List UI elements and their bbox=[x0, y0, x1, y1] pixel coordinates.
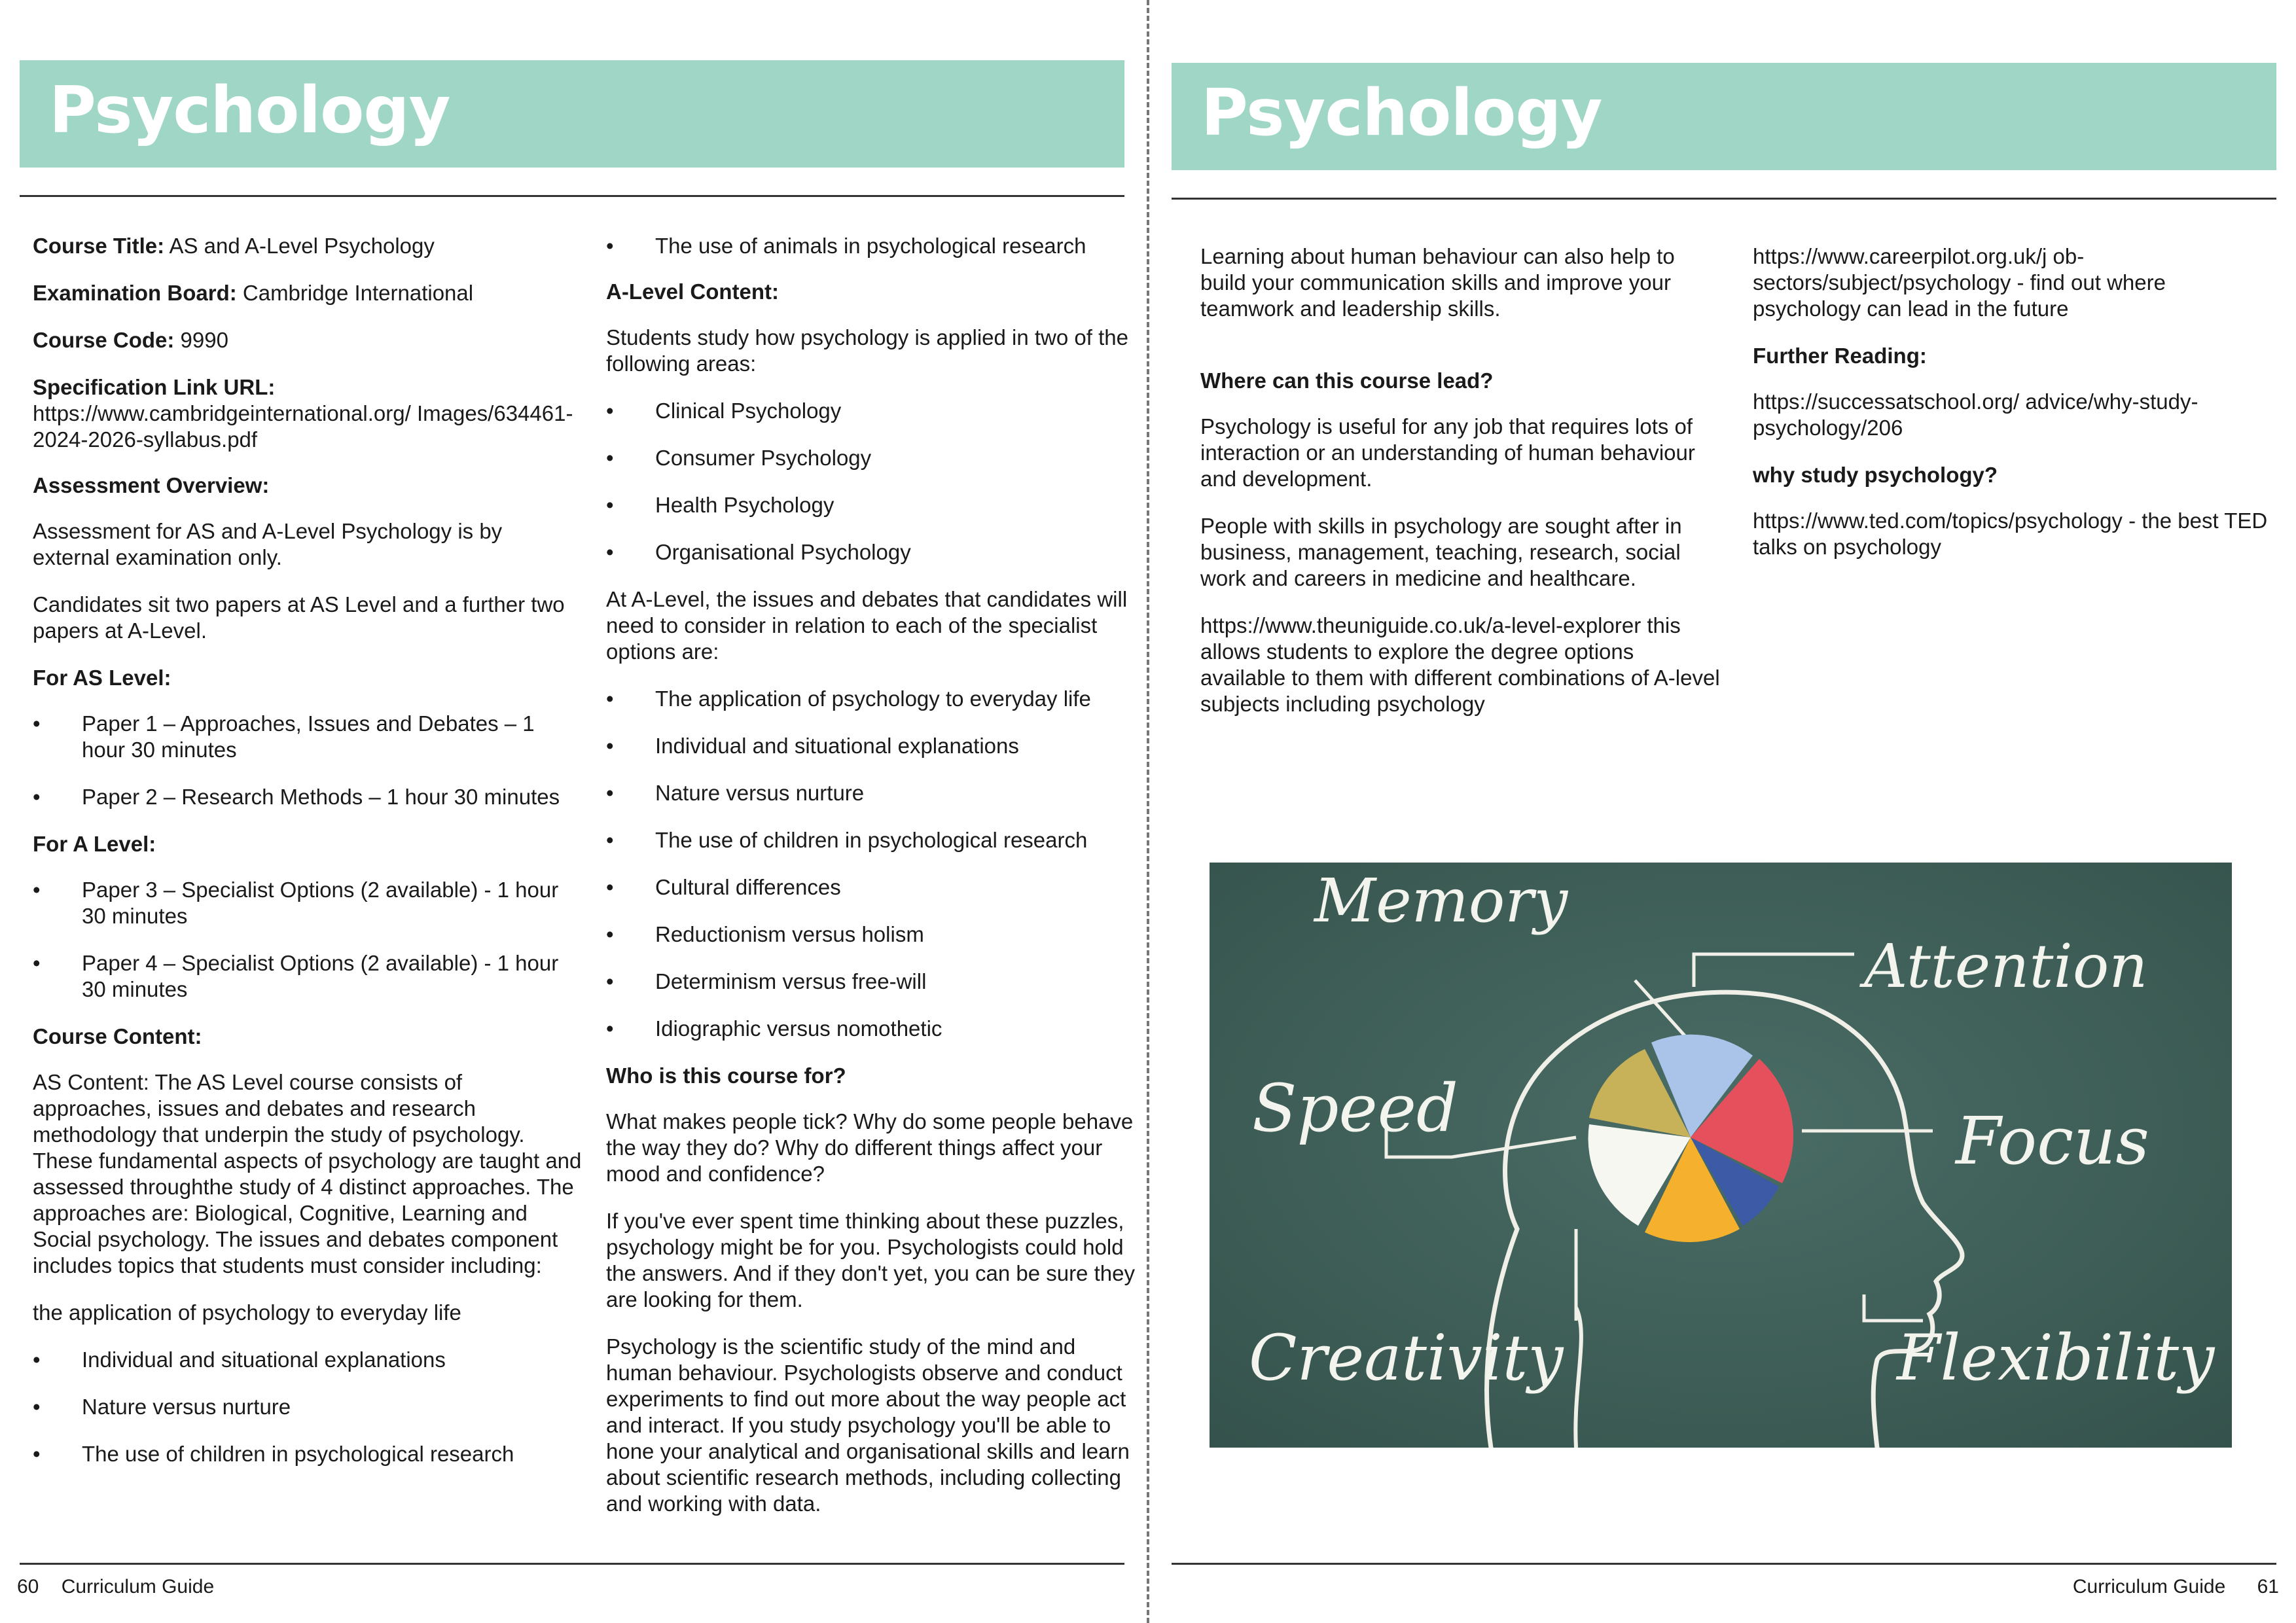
further-reading-link[interactable]: https://successatschool.org/ advice/why-study-psychology/206 bbox=[1753, 389, 2198, 440]
right-title-banner bbox=[1172, 63, 2276, 170]
lead-paragraph-1: Psychology is useful for any job that requires lots of interaction or an understanding of human behaviour and development. bbox=[1200, 414, 1695, 491]
list-item: • Nature versus nurture bbox=[33, 1394, 583, 1420]
left-footer-rule bbox=[20, 1563, 1124, 1565]
list-item: • Cultural differences bbox=[606, 874, 1143, 901]
left-page-title: Psychology bbox=[49, 73, 450, 148]
list-item: • The application of psychology to everyday life bbox=[606, 686, 1143, 712]
a-level-areas-list bbox=[606, 398, 1143, 565]
course-code: Course Code: 9990 bbox=[33, 328, 228, 352]
a-level-heading: For A Level: bbox=[33, 832, 156, 856]
a-level-list bbox=[33, 877, 583, 1003]
lead-paragraph-2: People with skills in psychology are sought after in business, management, teaching, research, social work and careers in medicine and healthcare. bbox=[1200, 514, 1682, 590]
list-item: • Idiographic versus nomothetic bbox=[606, 1016, 1143, 1042]
chalk-word-flexibility: Flexibility bbox=[1897, 1321, 2215, 1395]
col2-first-list bbox=[606, 233, 1143, 259]
right-page-title: Psychology bbox=[1201, 76, 1602, 151]
assessment-paragraph-1: Assessment for AS and A-Level Psychology is by external examination only. bbox=[33, 519, 503, 569]
left-footer bbox=[17, 1576, 214, 1598]
ted-link[interactable]: https://www.ted.com/topics/psychology - the best TED talks on psychology bbox=[1753, 508, 2268, 559]
careerpilot-link[interactable]: https://www.careerpilot.org.uk/j ob-sectors/subject/psychology - find out where psychology can lead in the future bbox=[1753, 244, 2166, 321]
as-content-paragraph: AS Content: The AS Level course consists of approaches, issues and debates and research methodology that underpin the study of psychology. These fundamental aspects of psychology are taught and assessed throughthe study of 4 distinct approaches. The approaches are: Biological, Cognitive, Learning and Social psychology. The issues and debates component includes topics that students must consider including: bbox=[33, 1070, 582, 1277]
right-column-1 bbox=[1200, 243, 1724, 738]
as-content-first-topic: the application of psychology to everyday life bbox=[33, 1300, 461, 1325]
list-item: • Paper 2 – Research Methods – 1 hour 30 minutes bbox=[33, 784, 583, 810]
right-footer-rule bbox=[1172, 1563, 2276, 1565]
as-level-list bbox=[33, 711, 583, 810]
course-content-heading: Course Content: bbox=[33, 1024, 202, 1048]
chalk-word-memory: Memory bbox=[1314, 866, 1568, 936]
right-column-2 bbox=[1753, 243, 2276, 581]
who-paragraph-3: Psychology is the scientific study of the mind and human behaviour. Psychologists observe and conduct experiments to find out more about the way people act and interact. If you study psychology you'll be able to hone your analytical and organisational skills and learn about scientific research methods, including collecting and working with data. bbox=[606, 1334, 1130, 1516]
list-item: • Paper 3 – Specialist Options (2 available) - 1 hour 30 minutes bbox=[33, 877, 583, 929]
chalk-word-creativity: Creativity bbox=[1249, 1321, 1564, 1395]
page-spine bbox=[1147, 0, 1149, 1623]
list-item: • Determinism versus free-will bbox=[606, 969, 1143, 995]
right-footer bbox=[2073, 1576, 2279, 1598]
list-item: • Individual and situational explanations bbox=[606, 733, 1143, 759]
who-paragraph-1: What makes people tick? Why do some people behave the way they do? Why do different things affect your mood and confidence? bbox=[606, 1109, 1134, 1186]
a-level-content-heading: A-Level Content: bbox=[606, 279, 779, 304]
list-item: • The use of children in psychological research bbox=[606, 827, 1143, 853]
who-paragraph-2: If you've ever spent time thinking about these puzzles, psychology might be for you. Psychologists could hold the answers. And if they don't yet, you can be sure they are looking for them. bbox=[606, 1209, 1135, 1311]
why-study-heading: why study psychology? bbox=[1753, 463, 1998, 487]
exam-board: Examination Board: Cambridge International bbox=[33, 281, 474, 305]
list-item: • Consumer Psychology bbox=[606, 445, 1143, 471]
left-title-rule bbox=[20, 195, 1124, 197]
right-title-rule bbox=[1172, 198, 2276, 200]
assessment-paragraph-2: Candidates sit two papers at AS Level and a further two papers at A-Level. bbox=[33, 592, 565, 643]
list-item: • Nature versus nurture bbox=[606, 780, 1143, 806]
right-footer-label: Curriculum Guide bbox=[2072, 1576, 2226, 1597]
further-reading-heading: Further Reading: bbox=[1753, 344, 1927, 368]
as-content-topic-list bbox=[33, 1347, 583, 1467]
list-item: • Paper 4 – Specialist Options (2 available) - 1 hour 30 minutes bbox=[33, 950, 583, 1003]
left-title-banner bbox=[20, 60, 1124, 168]
left-footer-label: Curriculum Guide bbox=[61, 1576, 215, 1597]
as-level-heading: For AS Level: bbox=[33, 666, 171, 690]
list-item: • Clinical Psychology bbox=[606, 398, 1143, 424]
spec-link: Specification Link URL: https://www.cambridgeinternational.org/ Images/634461-2024-2026-syllabus.pdf bbox=[33, 375, 573, 452]
issues-intro: At A-Level, the issues and debates that candidates will need to consider in relation to each of the specialist options are: bbox=[606, 587, 1128, 664]
chalkboard-brain-illustration bbox=[1210, 863, 2232, 1448]
list-item: • Organisational Psychology bbox=[606, 539, 1143, 565]
list-item: • Individual and situational explanations bbox=[33, 1347, 583, 1373]
list-item: • The use of children in psychological research bbox=[33, 1441, 583, 1467]
intro-paragraph: Learning about human behaviour can also help to build your communication skills and improve your teamwork and leadership skills. bbox=[1200, 244, 1675, 321]
chalk-word-speed: Speed bbox=[1252, 1070, 1458, 1147]
a-level-content-intro: Students study how psychology is applied in two of the following areas: bbox=[606, 325, 1128, 376]
course-title: Course Title: AS and A-Level Psychology bbox=[33, 234, 435, 258]
right-page-number: 61 bbox=[2257, 1576, 2279, 1597]
chalk-word-attention: Attention bbox=[1864, 931, 2148, 1001]
list-item: • The use of animals in psychological research bbox=[606, 233, 1143, 259]
assessment-heading: Assessment Overview: bbox=[33, 473, 270, 497]
left-page-number: 60 bbox=[17, 1576, 39, 1597]
list-item: • Health Psychology bbox=[606, 492, 1143, 518]
list-item: • Paper 1 – Approaches, Issues and Debates – 1 hour 30 minutes bbox=[33, 711, 583, 763]
lead-paragraph-3: https://www.theuniguide.co.uk/a-level-explorer this allows students to explore the degree options available to them with different combinations of A-level subjects including psychology bbox=[1200, 613, 1720, 716]
left-column-2 bbox=[606, 233, 1143, 1538]
lead-heading: Where can this course lead? bbox=[1200, 368, 1494, 393]
list-item: • Reductionism versus holism bbox=[606, 921, 1143, 948]
left-column-1 bbox=[33, 233, 583, 1488]
issues-list bbox=[606, 686, 1143, 1042]
spec-link-url[interactable]: https://www.cambridgeinternational.org/ Images/634461-2024-2026-syllabus.pdf bbox=[33, 401, 573, 452]
who-heading: Who is this course for? bbox=[606, 1063, 846, 1088]
chalk-word-focus: Focus bbox=[1956, 1103, 2149, 1179]
